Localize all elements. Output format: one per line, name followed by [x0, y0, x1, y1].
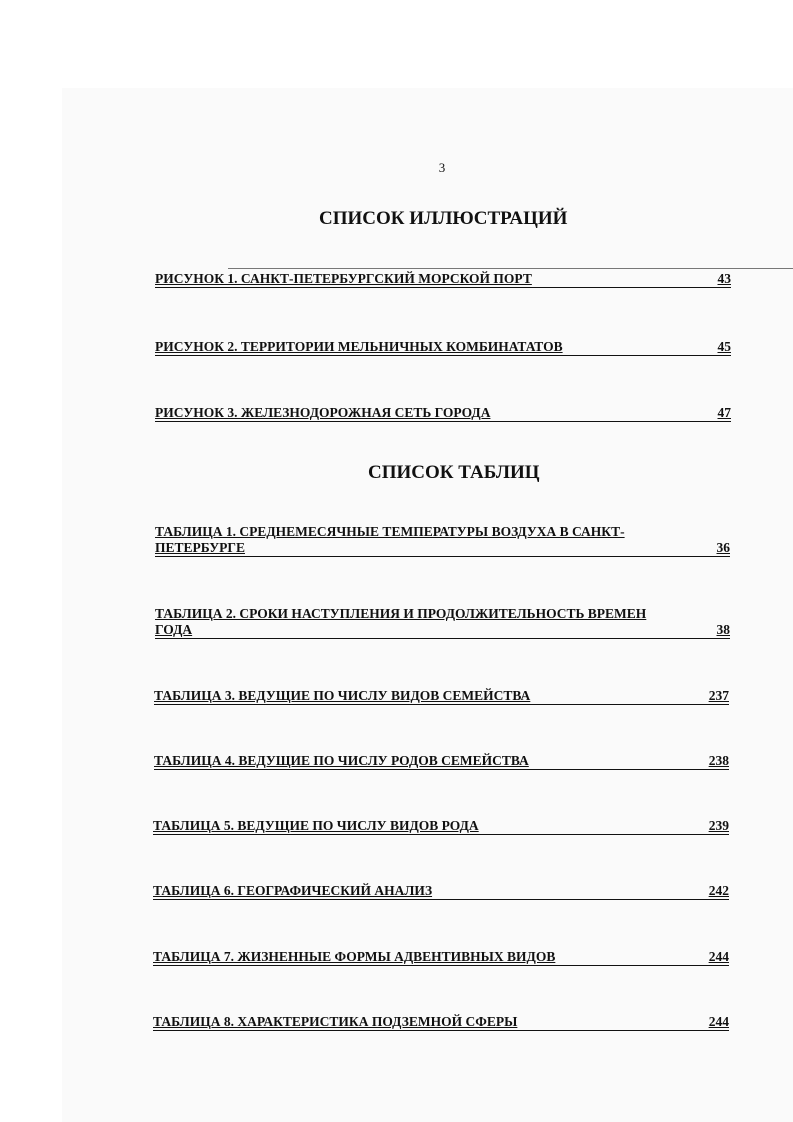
table-entry-5-page: 239 — [708, 818, 729, 833]
table-entry-3-page: 237 — [708, 688, 729, 703]
tables-heading: СПИСОК ТАБЛИЦ — [368, 462, 540, 483]
illustration-entry-2-label: РИСУНОК 2. ТЕРРИТОРИИ МЕЛЬНИЧНЫХ КОМБИНАТАТОВ — [155, 339, 563, 354]
illustration-entry-2[interactable] — [155, 339, 731, 356]
page-number: 3 — [438, 160, 446, 175]
illustration-entry-2-page: 45 — [717, 339, 731, 354]
illustration-entry-1[interactable] — [155, 271, 731, 288]
table-entry-2-line1: ТАБЛИЦА 2. СРОКИ НАСТУПЛЕНИЯ И ПРОДОЛЖИТЕЛЬНОСТЬ ВРЕМЕН — [155, 606, 647, 621]
table-entry-1[interactable] — [155, 524, 730, 557]
table-entry-7-label: ТАБЛИЦА 7. ЖИЗНЕННЫЕ ФОРМЫ АДВЕНТИВНЫХ ВИДОВ — [153, 949, 556, 964]
illustration-entry-3-page: 47 — [717, 405, 731, 420]
illustrations-heading: СПИСОК ИЛЛЮСТРАЦИЙ — [319, 208, 568, 229]
table-entry-6[interactable] — [153, 883, 729, 900]
table-entry-1-line2: ПЕТЕРБУРГЕ — [155, 540, 245, 555]
illustration-entry-1-label: РИСУНОК 1. САНКТ-ПЕТЕРБУРГСКИЙ МОРСКОЙ ПОРТ — [155, 271, 532, 286]
table-entry-2-page: 38 — [716, 622, 730, 637]
table-entry-5[interactable] — [153, 818, 729, 835]
table-entry-8-page: 244 — [708, 1014, 729, 1029]
table-entry-4-page: 238 — [708, 753, 729, 768]
table-entry-3[interactable] — [154, 688, 729, 705]
table-entry-1-line1: ТАБЛИЦА 1. СРЕДНЕМЕСЯЧНЫЕ ТЕМПЕРАТУРЫ ВОЗДУХА В САНКТ- — [155, 524, 625, 539]
table-entry-7[interactable] — [153, 949, 729, 966]
table-entry-2[interactable] — [155, 606, 730, 639]
table-entry-8[interactable] — [153, 1014, 729, 1031]
illustration-entry-1-page: 43 — [717, 271, 731, 286]
scan-artifact-line — [228, 268, 793, 269]
table-entry-3-label: ТАБЛИЦА 3. ВЕДУЩИЕ ПО ЧИСЛУ ВИДОВ СЕМЕЙСТВА — [154, 688, 531, 703]
table-entry-8-label: ТАБЛИЦА 8. ХАРАКТЕРИСТИКА ПОДЗЕМНОЙ СФЕРЫ — [153, 1014, 518, 1029]
table-entry-5-label: ТАБЛИЦА 5. ВЕДУЩИЕ ПО ЧИСЛУ ВИДОВ РОДА — [153, 818, 479, 833]
scan-background — [62, 88, 793, 1122]
table-entry-6-label: ТАБЛИЦА 6. ГЕОГРАФИЧЕСКИЙ АНАЛИЗ — [153, 883, 433, 898]
illustration-entry-3[interactable] — [155, 405, 731, 422]
table-entry-7-page: 244 — [708, 949, 729, 964]
table-entry-2-line2: ГОДА — [155, 622, 193, 637]
table-entry-6-page: 242 — [708, 883, 729, 898]
table-entry-4-label: ТАБЛИЦА 4. ВЕДУЩИЕ ПО ЧИСЛУ РОДОВ СЕМЕЙСТВА — [154, 753, 529, 768]
illustration-entry-3-label: РИСУНОК 3. ЖЕЛЕЗНОДОРОЖНАЯ СЕТЬ ГОРОДА — [155, 405, 491, 420]
table-entry-4[interactable] — [154, 753, 729, 770]
table-entry-1-page: 36 — [716, 540, 730, 555]
